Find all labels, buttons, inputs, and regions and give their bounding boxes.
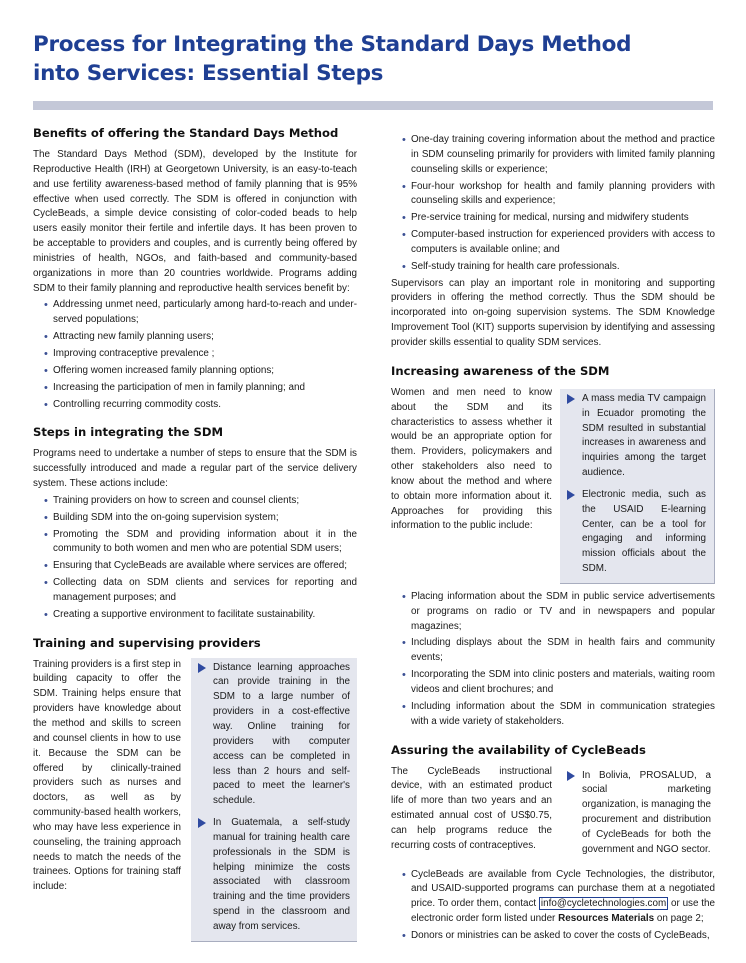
training-paragraph: Training providers is a first step in building capacity to offer the SDM. Training helps ensure that providers have knowledge about the method and skills to screen and counsel clients in how to use it. Because the SDM can be offered by clinically-trained providers such as nurses and doctors, as well as by community-based health workers, who may have less experience in counseling, the training approach needs to match the needs of the trainees. Options for training staff include: [33,658,181,893]
sidebox-item: Electronic media, such as the USAID E-learning Center, can be a tool for engaging and informing mission officials about the SDM. [564,488,706,577]
training-body [33,658,357,948]
training-heading: Training and supervising providers [33,635,261,650]
cyclebeads-heading: Assuring the availability of CycleBeads [391,742,646,757]
title-line-1: Process for Integrating the Standard Days Method [33,32,632,57]
benefits-section [33,125,357,412]
steps-paragraph: Programs need to undertake a number of steps to ensure that the SDM is successfully introduced and made a regular part of the service delivery system. These actions include: [33,448,357,490]
list-item: • Creating a supportive environment to facilitate sustainability. [33,608,357,623]
list-item: • Self-study training for health care professionals. [391,260,715,275]
cyclebeads-paragraph: The CycleBeads instructional device, with an estimated product life of more than two years and an estimated annual cost of US$0.75, can help programs reduce the recurring costs of contraceptives. [391,765,552,851]
awareness-body [391,386,715,588]
title-rule [33,101,713,110]
list-item: • Training providers on how to screen and counsel clients; [33,494,357,509]
supervision-paragraph: Supervisors can play an important role in monitoring and supporting providers in offering the method correctly. Thus the SDM should be incorporated into on-going supervision systems. The SDM Knowledge Improvement Tool (KIT) supports supervision by identifying and assessing provider skills essential to quality SDM services. [391,277,715,348]
cyclebeads-section [391,742,715,944]
arrow-right-icon [567,771,575,781]
awareness-heading: Increasing awareness of the SDM [391,363,610,378]
left-column [33,125,357,948]
list-item: • Building SDM into the on-going supervision system; [33,511,357,526]
list-item: • Promoting the SDM and providing information about it in the community to both women and men who are potential SDM users; [33,528,357,558]
list-item: • Attracting new family planning users; [33,330,357,345]
training-section [33,635,357,948]
list-item: • Four-hour workshop for health and family planning providers with counseling skills and experience; [391,180,715,210]
awareness-sidebox [560,389,715,584]
email-link[interactable]: info@cycletechnologies.com [540,898,667,910]
list-item: • Controlling recurring commodity costs. [33,398,357,413]
awareness-list [391,590,715,730]
list-item: • Placing information about the SDM in public service advertisements or programs on radio or TV and in newspapers and popular magazines; [391,590,715,635]
sidebox-item: In Bolivia, PROSALUD, a social marketing organization, is managing the procurement and distribution of CycleBeads for both the government and NGO sector. [564,769,711,858]
steps-list [33,494,357,623]
training-sidebox [191,658,357,942]
cyclebeads-list [391,868,715,944]
steps-heading: Steps in integrating the SDM [33,425,224,440]
sidebox-item: In Guatemala, a self-study manual for training health care professionals in the SDM is helping minimize the costs associated with classroom training and the time providers spend in the classroom and away from services. [195,816,350,935]
list-item: • Offering women increased family planning options; [33,364,357,379]
list-item: • One-day training covering information about the method and practice in SDM counseling primarily for providers with limited family planning counseling skills or experience; [391,133,715,178]
list-item: • Incorporating the SDM into clinic posters and materials, waiting room videos and client brochures; and [391,668,715,698]
list-item: • Improving contraceptive prevalence ; [33,347,357,362]
cyclebeads-body [391,765,715,866]
list-item: • Collecting data on SDM clients and services for reporting and management purposes; and [33,576,357,606]
arrow-right-icon [567,394,575,404]
list-item: • Addressing unmet need, particularly among hard-to-reach and under-served populations; [33,298,357,328]
list-item: • Increasing the participation of men in family planning; and [33,381,357,396]
sidebox-item: A mass media TV campaign in Ecuador promoting the SDM resulted in substantial increases in awareness and inquiries among the target audience. [564,392,706,481]
list-item: • Ensuring that CycleBeads are available where services are offered; [33,559,357,574]
title-line-2: into Services: Essential Steps [33,61,384,86]
arrow-right-icon [567,490,575,500]
resources-materials-label: Resources Materials [558,913,655,925]
sidebox-item: Distance learning approaches can provide training in the SDM to a large number of providers in a cost-effective way. Online training for providers with computer access can be completed in less than 2 hours and self-paced to meet the learner's schedule. [195,661,350,809]
benefits-list [33,298,357,412]
list-item: • Including displays about the SDM in health fairs and community events; [391,636,715,666]
list-item: • Including information about the SDM in communication strategies with a wide variety of stakeholders. [391,700,715,730]
list-item: • CycleBeads are available from Cycle Technologies, the distributor, and USAID-supported programs can purchase them at a negotiated price. To order them, contact info@cycletechnologies.com or use the electronic order form listed under Resources Materials on page 2; [391,868,715,927]
steps-section [33,424,357,622]
right-column [391,133,715,946]
arrow-right-icon [198,663,206,673]
awareness-paragraph: Women and men need to know about the SDM and its characteristics to assess whether it would be an appropriate option for them. Providers, policymakers and other stakeholders also need to know about the method and where to obtain more information about it. Approaches for providing this information to the public include: [391,386,552,532]
arrow-right-icon [198,818,206,828]
training-options-list [391,133,715,275]
benefits-paragraph: The Standard Days Method (SDM), developed by the Institute for Reproductive Health (IRH) at Georgetown University, is an easy-to-teach and use fertility awareness-based method of family planning that is 95% effective when used correctly. The SDM is offered in conjunction with CycleBeads, a simple device consisting of color-coded beads to help users easily monitor their fertile and infertile days. It has been proven to be acceptable to providers and couples, and is currently being offered by ministries of health, NGOs, and faith-based and community-based organizations in more than 20 countries worldwide. Programs adding SDM to their family planning and reproductive health services benefit by: [33,149,357,294]
list-item: • Pre-service training for medical, nursing and midwifery students [391,211,715,226]
list-item: • Computer-based instruction for experienced providers with access to computers is available online; and [391,228,715,258]
page-title [33,30,723,88]
awareness-section [391,363,715,730]
benefits-heading: Benefits of offering the Standard Days Method [33,126,339,140]
cyclebeads-sidebox [562,767,715,862]
list-item: • Donors or ministries can be asked to cover the costs of CycleBeads, [391,929,715,944]
